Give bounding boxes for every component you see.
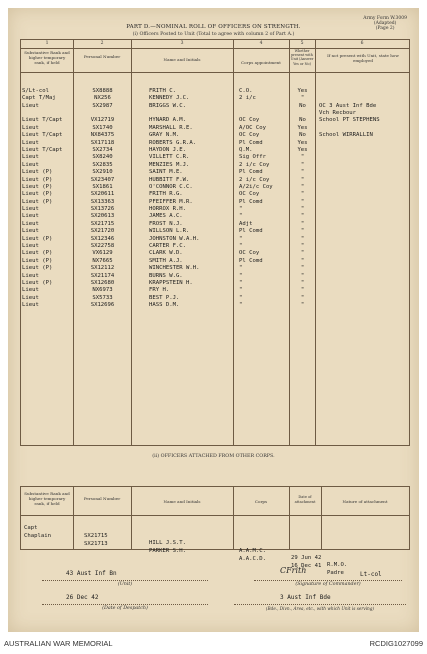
present-cell: " [300,235,305,242]
corps-cell: " [239,302,243,309]
number-cell: SX5733 [92,294,113,301]
col-number: 6 [360,41,364,46]
name-cell: GRAY N.M. [149,132,180,139]
corps-cell: A/2i/c Coy [239,183,273,190]
col-number: 2 [100,41,104,46]
corps-cell: Pl Comd [239,228,263,235]
corps-cell: " [239,235,243,242]
number-cell: SX21713 [84,540,108,547]
header-name: Name and Initials [163,499,201,504]
number-cell: SX21720 [90,228,115,235]
corps-cell: Q.M. [239,146,253,153]
rank-cell: Lieut [22,302,39,309]
name-cell: FRY H. [149,287,170,294]
part-d-title: PART D.—NOMINAL ROLL OF OFFICERS ON STRENGTH. [126,24,301,30]
header-rank: Substantive Rank and higher temporary rank, if held [24,50,70,65]
name-cell: KENNEDY J.C. [149,95,190,102]
name-cell: VILLETT C.R. [149,154,190,161]
corps-cell: 2 i/c Coy [239,176,270,183]
name-cell: ROBERTS G.R.A. [149,139,197,146]
archive-name: AUSTRALIAN WAR MEMORIAL [4,639,113,648]
name-cell: BEST P.J. [149,294,180,301]
rank-cell: Lieut (P) [22,183,53,190]
number-cell: SX21174 [90,272,115,279]
rank-cell: Lieut [22,161,39,168]
number-cell: SX12346 [90,235,115,242]
present-cell: No [299,117,306,124]
part-d-subtitle: (i) Officers Posted to Unit (Total to agree with column 2 of Part A.) [132,32,295,37]
name-cell: HILL J.S.T. [149,540,187,547]
employed-cell [319,95,409,102]
rank-cell: Lieut [22,124,39,131]
present-cell: " [300,183,305,190]
number-cell: SX12112 [90,265,115,272]
rank-cell: Lieut (P) [22,257,53,264]
number-cell: SX1861 [92,183,113,190]
name-cell: JOHNSTON W.A.H. [149,235,200,242]
commander-signature: CFrith [280,566,307,575]
corps-cell: Pl Comd [239,257,263,264]
col-number: 3 [180,41,184,46]
header-corps: Corps [254,499,268,504]
corps-cell: " [239,279,243,286]
number-cell: SX2910 [92,169,113,176]
present-cell: " [300,257,305,264]
number-cell: VX12719 [90,117,115,124]
header-nature-attachment: Nature of attachment [342,499,388,504]
employed-cell [319,140,409,147]
form-ref-line: (Page 2) [375,26,395,31]
present-cell: " [300,228,305,235]
name-cell: HUBBITT F.W. [149,176,190,183]
rank-cell: Lieut [22,272,39,279]
corps-cell: Pl Comd [239,139,263,146]
present-cell: Yes [297,139,308,146]
employed-cell: School PT STEPHENS [319,117,380,124]
present-cell: " [300,250,305,257]
name-cell [149,110,233,117]
name-cell: KRAPPSTEIN H. [149,279,193,286]
name-cell: CARTER F.C. [149,243,187,250]
rank-cell: Lieut [22,206,39,213]
present-cell: " [300,161,305,168]
formation-value: 3 Aust Inf Bde [280,594,331,601]
rank-cell: Lieut T/Capt [22,132,63,139]
corps-cell: A.A.C.D. [239,555,266,562]
number-cell: SX2835 [92,161,113,168]
rank-cell: Lieut [22,294,39,301]
name-cell: FRITH C. [149,87,176,94]
number-column [74,73,131,324]
name-cell: FROST N.J. [149,220,183,227]
employed-cell: School WIRRALLIN [319,132,373,139]
name-cell: HAYDON J.E. [149,146,187,153]
corps-cell: A.A.M.C. [239,547,266,554]
form-page [8,8,419,632]
rank-cell: Lieut T/Capt [22,117,63,124]
formation-caption: (Bde., Divn., Area, etc., with which Unit is serving) [265,606,375,611]
nature-cell: Padre [327,570,344,577]
despatch-date-value: 26 Dec 42 [66,594,99,601]
form-ref-line: Army Form W.3009 [363,16,407,21]
name-cell: JAMES A.C. [149,213,183,220]
number-cell: SX1740 [92,124,113,131]
attached-officers-title: (ii) OFFICERS ATTACHED FROM OTHER CORPS. [152,454,275,459]
rank-cell: Capt [24,525,38,532]
officers-table [20,39,410,446]
number-cell: NX7665 [92,257,113,264]
number-cell: SX12696 [90,302,115,309]
rank-cell: Lieut (P) [22,235,53,242]
corps-cell: Pl Comd [239,198,263,205]
name-cell: MARSHALL R.E. [149,124,193,131]
employed-cell: Vch Recbour [319,109,357,116]
despatch-date-caption: (Date of Despatch) [102,606,148,611]
name-cell: WILLSON L.R. [149,228,190,235]
form-ref-line: (Adapted) [373,21,397,26]
name-cell: PFEIFFER M.R. [149,198,193,205]
present-cell: " [300,272,305,279]
col-number: 4 [259,41,263,46]
corps-cell: C.O. [239,87,253,94]
corps-cell: Sig Offr [239,154,266,161]
corps-column [239,73,289,324]
corps-cell: 2 i/c Coy [239,161,270,168]
present-cell: " [300,294,305,301]
rank-cell: Lieut (P) [22,198,53,205]
name-cell: WINCHESTER W.H. [149,265,200,272]
corps-cell: OC Coy [239,132,260,139]
corps-cell: " [239,287,243,294]
present-cell: " [300,198,305,205]
present-cell: " [300,191,305,198]
present-cell: " [300,95,305,102]
header-not-present: If not present with Unit, state how employed [327,53,399,63]
number-cell [74,110,131,117]
present-cell: " [300,265,305,272]
rank-cell: S/Lt-col [22,87,49,94]
present-column [290,73,315,324]
rank-cell: Lieut [22,287,39,294]
present-cell: " [300,169,305,176]
rank-cell: Capt T/Maj [22,95,56,102]
present-cell: No [299,132,306,139]
header-rank: Substantive Rank and higher temporary rank, if held [24,491,70,506]
number-cell: SX20613 [90,213,115,220]
date-cell: 29 Jun 42 [291,555,322,562]
rank-cell: Lieut (P) [22,265,53,272]
number-cell: VX6129 [92,250,113,257]
corps-cell [239,110,289,117]
number-cell: SX23407 [90,176,115,183]
present-cell: " [300,220,305,227]
name-cell: SMITH A.J. [149,257,183,264]
header-date-attachment: Date of attachment [294,495,316,504]
rank-cell: Lieut T/Capt [22,146,63,153]
header-whether-present: Whether present with Unit (Answer Yes or No) [290,49,314,66]
number-cell: SX13363 [90,198,115,205]
corps-cell: OC Coy [239,250,260,257]
number-cell: SX2734 [92,146,113,153]
name-cell: HASS D.M. [149,302,180,309]
rank-cell: Lieut (P) [22,169,53,176]
corps-cell: A/OC Coy [239,124,266,131]
name-cell: SAINT M.E. [149,169,183,176]
number-cell: NX84375 [90,132,115,139]
archive-id: RCDIG1027099 [369,639,423,648]
corps-cell: Adjt [239,220,253,227]
name-cell: FRITH R.G. [149,191,183,198]
rank-cell: Lieut (P) [22,250,53,257]
present-cell: " [300,287,305,294]
rank-cell: Lieut [22,154,39,161]
number-cell: SX22758 [90,243,115,250]
name-cell: CLARK W.D. [149,250,183,257]
rank-cell: Lieut [22,213,39,220]
rank-cell: Lieut (P) [22,279,53,286]
number-cell: SX8888 [92,87,113,94]
name-cell: PARKER S.H. [149,548,187,555]
number-cell: SX17118 [90,139,115,146]
employed-cell: OC 3 Aust Inf Bde [319,102,377,109]
number-cell: SX8240 [92,154,113,161]
present-cell: Yes [297,87,308,94]
name-cell: HYNARD A.M. [149,117,187,124]
commander-rank: Lt-col [360,571,382,578]
header-number: Personal Number [83,496,121,501]
nature-cell: R.M.O. [327,562,348,569]
number-cell: SX13726 [90,206,115,213]
corps-cell: " [239,213,243,220]
number-cell: SX21715 [84,532,108,539]
employed-cell [319,125,409,132]
rank-column [22,73,73,324]
corps-cell: " [239,294,243,301]
present-cell: " [300,213,305,220]
rank-cell [22,110,73,117]
rank-cell: Lieut [22,220,39,227]
number-cell: SX2987 [92,102,113,109]
present-cell: " [300,279,305,286]
header-name: Name and Initials [163,57,201,62]
rank-cell: Lieut [22,228,39,235]
present-cell: " [300,206,305,213]
corps-cell: OC Coy [239,117,260,124]
present-cell [290,110,315,117]
present-cell: " [300,176,305,183]
corps-cell: Pl Comd [239,169,263,176]
commander-caption: (Signature of Commander) [295,582,361,587]
name-cell: HORROX R.H. [149,206,187,213]
name-cell: O'CONNOR C.C. [149,183,193,190]
rank-cell: Lieut (P) [22,176,53,183]
unit-caption: (Unit) [117,582,133,587]
corps-cell: " [239,272,243,279]
employed-cell [319,88,409,95]
corps-cell: " [239,265,243,272]
corps-cell: 2 i/c [239,95,256,102]
number-cell: SX12680 [90,279,115,286]
name-cell: MENZIES M.J. [149,161,190,168]
rank-cell: Lieut (P) [22,191,53,198]
present-cell: Yes [297,146,308,153]
corps-cell: OC Coy [239,191,260,198]
present-cell: " [300,302,305,309]
date-cell: 16 Dec 41 [291,563,322,570]
col-number: 1 [45,41,49,46]
col-number: 5 [300,41,304,46]
number-cell: NX6973 [92,287,113,294]
archive-footer [0,632,427,654]
corps-cell [239,103,289,110]
header-corps: Corps appointment [241,60,281,65]
name-cell: BURNS W.G. [149,272,183,279]
present-cell: " [300,243,305,250]
unit-value: 43 Aust Inf Bn [66,570,117,577]
rank-cell: Chaplain [24,533,51,540]
present-cell: Yes [297,124,308,131]
number-cell: NX256 [94,95,111,102]
number-cell: SX21715 [90,220,115,227]
present-cell: No [299,102,306,109]
name-column [149,73,233,324]
corps-cell: " [239,243,243,250]
rank-cell: Lieut [22,102,39,109]
rank-cell: Lieut [22,139,39,146]
corps-cell: " [239,206,243,213]
name-cell: BRIGGS W.C. [149,102,187,109]
header-number: Personal Number [83,54,121,59]
present-cell: " [300,154,305,161]
rank-cell: Lieut [22,243,39,250]
number-cell: SX20611 [90,191,115,198]
employed-column [319,73,409,162]
